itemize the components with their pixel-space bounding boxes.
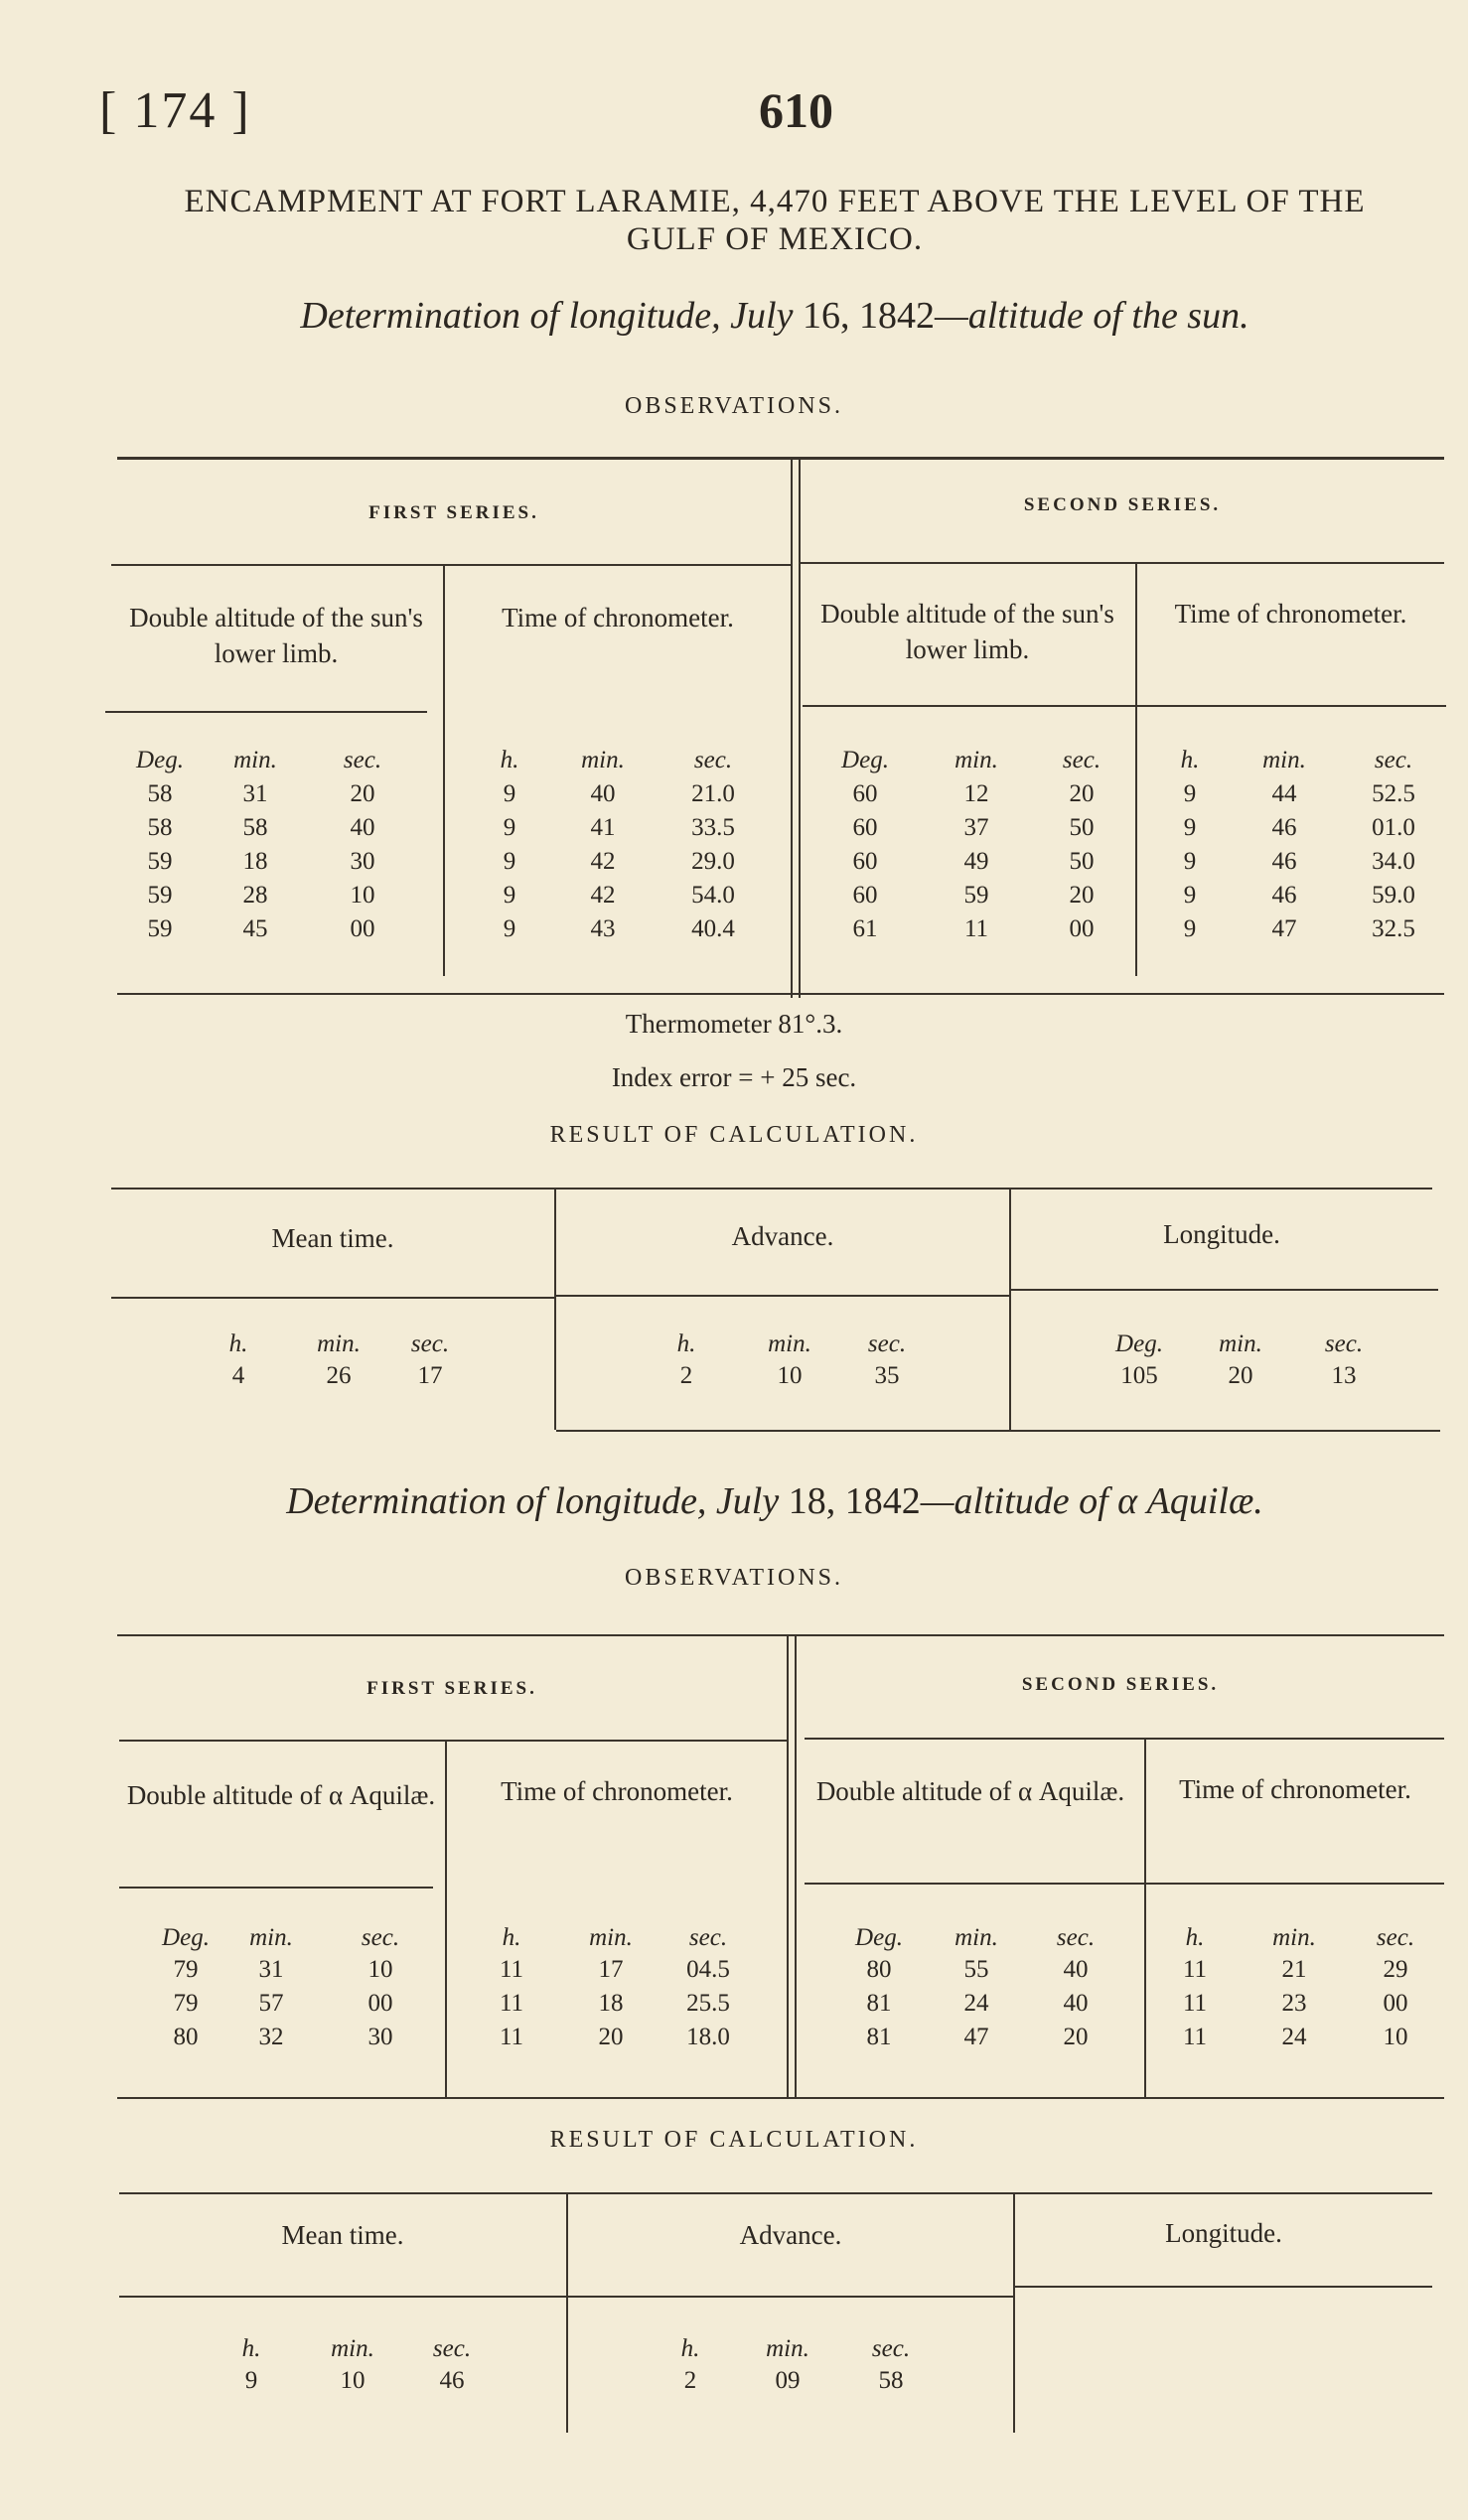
table-cell: 58 — [147, 814, 173, 841]
page-title-line1: ENCAMPMENT AT FORT LARAMIE, 4,470 FEET ABOVE THE LEVEL OF THE — [184, 184, 1366, 219]
unit-label: min. — [1272, 1924, 1316, 1951]
table-cell: 9 — [503, 915, 516, 942]
table-cell: 61 — [852, 915, 878, 942]
unit-label: min. — [331, 2335, 374, 2362]
unit-label: h. — [500, 747, 519, 773]
unit-label: h. — [1185, 1924, 1205, 1951]
table-cell: 00 — [350, 915, 375, 942]
table-cell: 60 — [852, 882, 878, 909]
result-value: 10 — [340, 2367, 366, 2394]
result-value: 46 — [439, 2367, 465, 2394]
table-cell: 42 — [590, 848, 616, 875]
table-cell: 46 — [1271, 882, 1297, 909]
section2-heading-b: —altitude of α Aquilæ. — [920, 1480, 1263, 1522]
table-cell: 9 — [1183, 848, 1197, 875]
section2-first-series-label: FIRST SERIES. — [367, 1678, 537, 1699]
result-value: 26 — [326, 1362, 352, 1389]
table-cell: 9 — [1183, 882, 1197, 909]
table-cell: 10 — [367, 1956, 393, 1983]
table-cell: 00 — [367, 1990, 393, 2017]
unit-label: min. — [954, 1924, 998, 1951]
section2-result-label: RESULT OF CALCULATION. — [549, 2127, 919, 2153]
table-cell: 81 — [866, 1990, 892, 2017]
section1-thermometer: Thermometer 81°.3. — [625, 1009, 843, 1039]
table-cell: 9 — [503, 814, 516, 841]
section1-second-altitude-header: Double altitude of the sun's lower limb. — [820, 599, 1114, 664]
table-cell: 9 — [1183, 915, 1197, 942]
section1-second-time-header: Time of chronometer. — [1174, 599, 1407, 629]
table-cell: 45 — [242, 915, 268, 942]
table-cell: 80 — [866, 1956, 892, 1983]
result-value: 13 — [1331, 1362, 1357, 1389]
table-cell: 18.0 — [686, 2024, 730, 2050]
section1-second-series-label: SECOND SERIES. — [1023, 494, 1222, 515]
section2-observations-label: OBSERVATIONS. — [624, 1565, 843, 1591]
table-cell: 11 — [499, 2024, 524, 2050]
table-cell: 31 — [242, 780, 268, 807]
unit-label: Deg. — [136, 747, 184, 773]
table-cell: 60 — [852, 780, 878, 807]
section1-result-header-advance: Advance. — [731, 1221, 834, 1251]
table-cell: 20 — [1069, 882, 1095, 909]
result-value: 58 — [878, 2367, 904, 2394]
table-cell: 20 — [350, 780, 375, 807]
table-cell: 10 — [1383, 2024, 1408, 2050]
page-title-line2: GULF OF MEXICO. — [626, 221, 924, 257]
table-cell: 47 — [963, 2024, 989, 2050]
table-cell: 40 — [1063, 1956, 1089, 1983]
unit-label: min. — [768, 1330, 811, 1357]
table-cell: 40 — [1063, 1990, 1089, 2017]
result-value: 2 — [683, 2367, 697, 2394]
table-cell: 17 — [598, 1956, 624, 1983]
table-cell: 59 — [963, 882, 989, 909]
table-cell: 60 — [852, 814, 878, 841]
table-cell: 46 — [1271, 848, 1297, 875]
section1-first-time-header: Time of chronometer. — [502, 603, 734, 632]
page-title — [99, 183, 1450, 258]
table-cell: 60 — [852, 848, 878, 875]
table-cell: 52.5 — [1372, 780, 1415, 807]
unit-label: sec. — [688, 1924, 728, 1951]
table-cell: 20 — [1069, 780, 1095, 807]
unit-label: min. — [581, 747, 625, 773]
table-cell: 20 — [598, 2024, 624, 2050]
section1-heading-date: 16, 1842 — [802, 295, 935, 337]
result-value: 105 — [1120, 1362, 1158, 1389]
unit-label: min. — [249, 1924, 293, 1951]
result-value: 9 — [244, 2367, 258, 2394]
table-cell: 79 — [173, 1956, 199, 1983]
section2-first-time-header: Time of chronometer. — [501, 1776, 733, 1806]
unit-label: min. — [589, 1924, 633, 1951]
section2-result-header-longitude: Longitude. — [1165, 2218, 1282, 2248]
table-cell: 29 — [1383, 1956, 1408, 1983]
unit-label: sec. — [343, 747, 382, 773]
table-cell: 42 — [590, 882, 616, 909]
table-cell: 04.5 — [686, 1956, 730, 1983]
table-cell: 18 — [598, 1990, 624, 2017]
unit-label: min. — [1262, 747, 1306, 773]
table-cell: 40 — [350, 814, 375, 841]
table-cell: 33.5 — [691, 814, 735, 841]
section2-heading-a: Determination of longitude, July — [286, 1480, 789, 1522]
section2-result-header-mean-time: Mean time. — [281, 2220, 404, 2250]
section1-heading — [99, 294, 1450, 338]
table-cell: 00 — [1069, 915, 1095, 942]
section1-first-altitude-header: Double altitude of the sun's lower limb. — [129, 603, 423, 668]
section1-observations-label: OBSERVATIONS. — [624, 393, 843, 419]
table-cell: 44 — [1271, 780, 1297, 807]
section1-first-series-label: FIRST SERIES. — [368, 502, 539, 523]
table-cell: 9 — [503, 848, 516, 875]
table-cell: 59 — [147, 915, 173, 942]
result-value: 35 — [874, 1362, 900, 1389]
unit-label: sec. — [871, 2335, 911, 2362]
table-cell: 20 — [1063, 2024, 1089, 2050]
table-cell: 11 — [499, 1956, 524, 1983]
table-cell: 32 — [258, 2024, 284, 2050]
table-cell: 11 — [499, 1990, 524, 2017]
table-cell: 9 — [1183, 780, 1197, 807]
table-cell: 32.5 — [1372, 915, 1415, 942]
table-cell: 9 — [503, 882, 516, 909]
unit-label: min. — [954, 747, 998, 773]
unit-label: sec. — [361, 1924, 400, 1951]
result-value: 10 — [777, 1362, 803, 1389]
table-cell: 40.4 — [691, 915, 735, 942]
table-cell: 43 — [590, 915, 616, 942]
table-cell: 30 — [350, 848, 375, 875]
section1-index-error: Index error = + 25 sec. — [611, 1062, 857, 1092]
unit-label: sec. — [1056, 1924, 1096, 1951]
table-cell: 25.5 — [686, 1990, 730, 2017]
unit-label: sec. — [1062, 747, 1101, 773]
section2-heading-date: 18, 1842 — [788, 1480, 921, 1522]
section2-second-altitude-header: Double altitude of α Aquilæ. — [815, 1776, 1125, 1806]
section1-result-header-mean-time: Mean time. — [271, 1223, 394, 1253]
table-cell: 58 — [147, 780, 173, 807]
unit-label: h. — [676, 1330, 696, 1357]
table-cell: 46 — [1271, 814, 1297, 841]
table-cell: 21 — [1281, 1956, 1307, 1983]
unit-label: Deg. — [841, 747, 889, 773]
unit-label: sec. — [410, 1330, 450, 1357]
table-cell: 55 — [963, 1956, 989, 1983]
table-cell: 24 — [963, 1990, 989, 2017]
unit-label: sec. — [867, 1330, 907, 1357]
unit-label: h. — [228, 1330, 248, 1357]
table-cell: 54.0 — [691, 882, 735, 909]
section2-first-altitude-header: Double altitude of α Aquilæ. — [126, 1780, 436, 1810]
result-value: 4 — [231, 1362, 245, 1389]
table-cell: 12 — [963, 780, 989, 807]
section2-second-time-header: Time of chronometer. — [1179, 1774, 1411, 1804]
table-cell: 79 — [173, 1990, 199, 2017]
table-cell: 49 — [963, 848, 989, 875]
table-cell: 57 — [258, 1990, 284, 2017]
unit-label: sec. — [432, 2335, 472, 2362]
unit-label: min. — [766, 2335, 809, 2362]
table-cell: 37 — [963, 814, 989, 841]
section2-second-series-label: SECOND SERIES. — [1021, 1674, 1220, 1695]
table-cell: 30 — [367, 2024, 393, 2050]
table-cell: 50 — [1069, 848, 1095, 875]
unit-label: Deg. — [1115, 1330, 1163, 1357]
unit-label: sec. — [693, 747, 733, 773]
result-value: 09 — [775, 2367, 801, 2394]
table-cell: 11 — [963, 915, 989, 942]
unit-label: min. — [317, 1330, 361, 1357]
table-cell: 47 — [1271, 915, 1297, 942]
unit-label: sec. — [1376, 1924, 1415, 1951]
table-cell: 18 — [242, 848, 268, 875]
table-cell: 11 — [1182, 1956, 1208, 1983]
table-cell: 9 — [1183, 814, 1197, 841]
table-cell: 50 — [1069, 814, 1095, 841]
table-cell: 00 — [1383, 1990, 1408, 2017]
unit-label: h. — [241, 2335, 261, 2362]
result-value: 2 — [679, 1362, 693, 1389]
section1-heading-a: Determination of longitude, July — [300, 295, 803, 337]
table-cell: 59 — [147, 848, 173, 875]
table-cell: 24 — [1281, 2024, 1307, 2050]
table-cell: 29.0 — [691, 848, 735, 875]
table-cell: 80 — [173, 2024, 199, 2050]
table-cell: 23 — [1281, 1990, 1307, 2017]
table-cell: 58 — [242, 814, 268, 841]
page-number: 610 — [759, 82, 833, 138]
table-cell: 59.0 — [1372, 882, 1415, 909]
unit-label: min. — [1219, 1330, 1262, 1357]
unit-label: h. — [502, 1924, 521, 1951]
table-cell: 81 — [866, 2024, 892, 2050]
unit-label: Deg. — [162, 1924, 210, 1951]
table-cell: 41 — [590, 814, 616, 841]
unit-label: sec. — [1324, 1330, 1364, 1357]
section2-heading — [99, 1479, 1450, 1523]
section2-result-header-advance: Advance. — [739, 2220, 842, 2250]
table-cell: 59 — [147, 882, 173, 909]
table-cell: 21.0 — [691, 780, 735, 807]
table-cell: 10 — [350, 882, 375, 909]
table-cell: 11 — [1182, 2024, 1208, 2050]
table-cell: 31 — [258, 1956, 284, 1983]
table-cell: 01.0 — [1372, 814, 1415, 841]
table-cell: 28 — [242, 882, 268, 909]
table-cell: 9 — [503, 780, 516, 807]
unit-label: Deg. — [855, 1924, 903, 1951]
unit-label: min. — [233, 747, 277, 773]
unit-label: h. — [1180, 747, 1200, 773]
section1-heading-b: —altitude of the sun. — [934, 295, 1249, 337]
table-cell: 40 — [590, 780, 616, 807]
result-value: 20 — [1228, 1362, 1253, 1389]
table-cell: 34.0 — [1372, 848, 1415, 875]
table-cell: 11 — [1182, 1990, 1208, 2017]
section1-result-header-longitude: Longitude. — [1163, 1219, 1280, 1249]
result-value: 17 — [417, 1362, 443, 1389]
unit-label: sec. — [1374, 747, 1413, 773]
bracketed-page-number: [ 174 ] — [99, 82, 251, 139]
unit-label: h. — [680, 2335, 700, 2362]
section1-result-label: RESULT OF CALCULATION. — [549, 1122, 919, 1148]
